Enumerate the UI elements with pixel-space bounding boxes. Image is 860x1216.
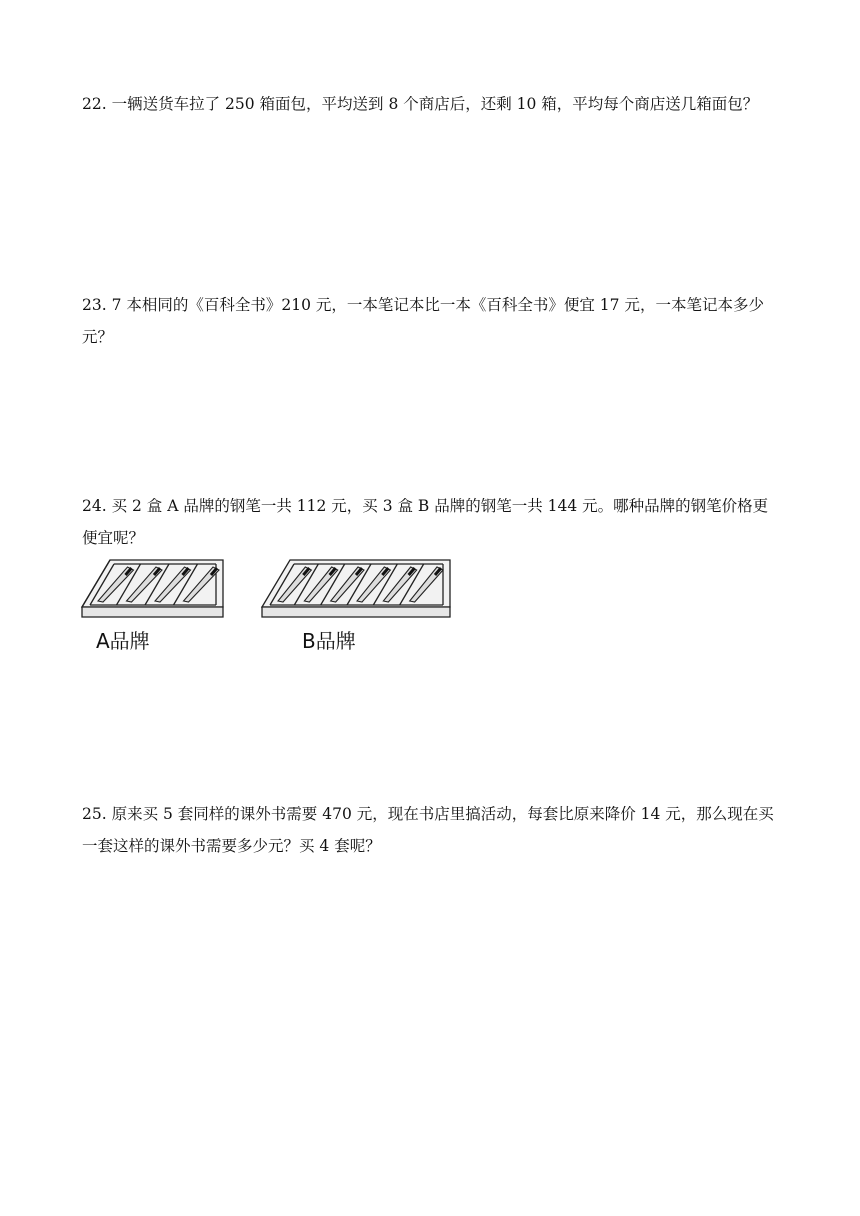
pen-boxes-figure xyxy=(80,555,460,660)
question-24: 24. 买 2 盒 A 品牌的钢笔一共 112 元，买 3 盒 B 品牌的钢笔一共 144 元。哪种品牌的钢笔价格更便宜呢？ xyxy=(82,497,769,547)
question-25: 25. 原来买 5 套同样的课外书需要 470 元，现在书店里搞活动，每套比原来降价 14 元，那么现在买一套这样的课外书需要多少元？买 4 套呢？ xyxy=(82,805,774,855)
brand-a-label: A品牌 xyxy=(96,629,150,653)
brand-b-label: B品牌 xyxy=(302,629,356,653)
question-23: 23. 7 本相同的《百科全书》210 元，一本笔记本比一本《百科全书》便宜 17 元，一本笔记本多少元？ xyxy=(82,296,764,346)
brand-b-pen-box xyxy=(262,560,450,617)
question-22: 22. 一辆送货车拉了 250 箱面包，平均送到 8 个商店后，还剩 10 箱，平均每个商店送几箱面包？ xyxy=(82,95,759,113)
brand-a-pen-box xyxy=(82,560,223,617)
pen-boxes-drawing xyxy=(80,555,460,625)
